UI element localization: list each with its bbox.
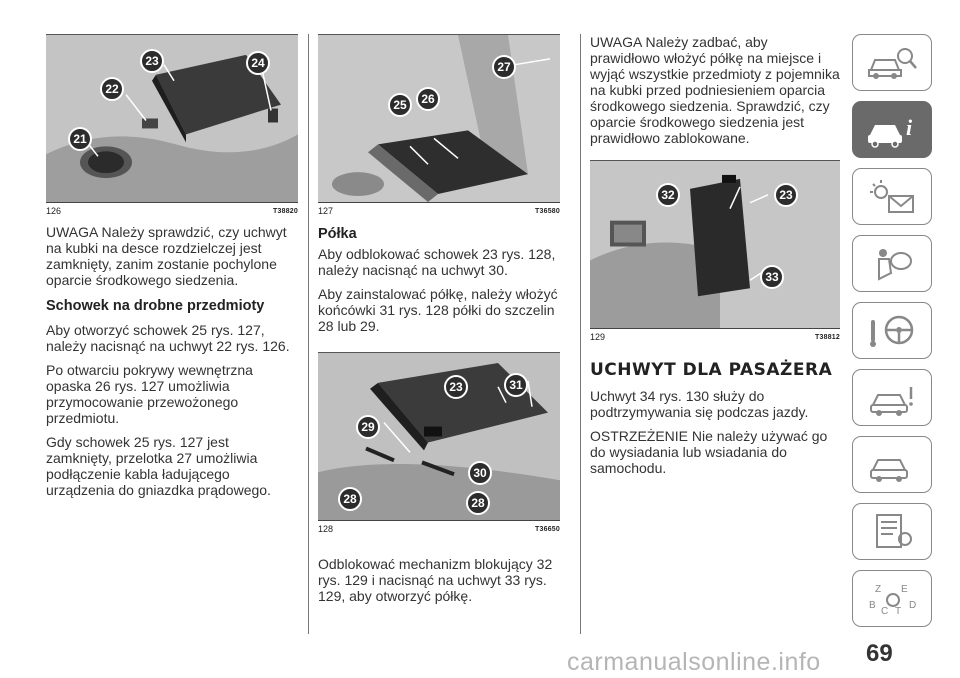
column-divider (308, 34, 309, 634)
figure-code: T38820 (273, 207, 298, 215)
figure-128-image (318, 352, 560, 520)
index-letter: T (895, 605, 902, 617)
note-paragraph: UWAGA Należy zadbać, aby prawidłowo włożyć półkę na miejsce i wyjąć wszystkie przedmioty z pojemnika na kubki przed podniesieniem oparcia środkowego siedzenia. Sprawdzić, czy oparcie środkowego siedzenia jest prawidłowo zablokowane. (590, 34, 840, 146)
car-search-icon (865, 44, 919, 82)
section-heading: Schowek na drobne przedmioty (46, 298, 265, 314)
tab-specifications[interactable] (852, 503, 932, 560)
tab-airbag[interactable] (852, 235, 932, 292)
callout-26: 26 (416, 87, 440, 111)
note-paragraph: UWAGA Należy sprawdzić, czy uchwyt na kubki na desce rozdzielczej jest zamknięty, zanim zostanie pochylone oparcie środkowego siedzenia. (46, 224, 287, 288)
column-1 (46, 34, 298, 498)
tab-warning-lights[interactable] (852, 168, 932, 225)
callout-32: 32 (656, 183, 680, 207)
body-paragraph: Aby otworzyć schowek 25 rys. 127, należy nacisnąć na uchwyt 22 rys. 126. (46, 322, 290, 354)
dashboard-shelf-illustration (590, 161, 840, 328)
body-paragraph: Gdy schowek 25 rys. 127 jest zamknięty, przelotka 27 umożliwia podłączenie kabla ładującego urządzenia do gniazdka prądowego. (46, 434, 271, 498)
callout-31: 31 (504, 373, 528, 397)
tab-car-search[interactable] (852, 34, 932, 91)
body-paragraph: Aby zainstalować półkę, należy włożyć końcówki 31 rys. 128 półki do szczelin 28 lub 29. (318, 286, 558, 334)
figure-caption (46, 202, 298, 216)
section-heading: Półka (318, 226, 357, 242)
callout-30: 30 (468, 461, 492, 485)
callout-23: 23 (140, 49, 164, 73)
column-divider (580, 34, 581, 634)
callout-28: 28 (338, 487, 362, 511)
column-2 (318, 34, 560, 604)
figure-number: 127 (318, 206, 334, 216)
callout-24: 24 (246, 51, 270, 75)
callout-21: 21 (68, 127, 92, 151)
index-letter: E (901, 583, 908, 595)
tab-car-info[interactable] (852, 101, 932, 158)
figure-129-image (590, 160, 840, 328)
tab-steering-wheel[interactable] (852, 302, 932, 359)
body-paragraph: Odblokować mechanizm blokujący 32 rys. 129 i nacisnąć na uchwyt 33 rys. 129, aby otworzyć półkę. (318, 556, 553, 604)
body-paragraph: Aby odblokować schowek 23 rys. 128, należy nacisnąć na uchwyt 30. (318, 246, 556, 278)
figure-code: T38812 (815, 333, 840, 341)
warning-lights-icon (865, 178, 919, 216)
callout-22: 22 (100, 77, 124, 101)
chapter-tabs (852, 34, 932, 637)
airbag-icon (865, 245, 919, 283)
figure-caption (318, 520, 560, 534)
alphabetical-index-icon (865, 580, 919, 618)
page-number: 69 (866, 640, 893, 667)
figure-127-image (318, 34, 560, 202)
figure-caption (318, 202, 560, 216)
index-letter: B (869, 599, 876, 611)
column-3 (590, 34, 840, 476)
callout-25: 25 (388, 93, 412, 117)
warning-paragraph: OSTRZEŻENIE Nie należy używać go do wysiadania lub wsiadania do samochodu. (590, 428, 828, 476)
figure-code: T36580 (535, 207, 560, 215)
figure-caption (590, 328, 840, 342)
car-info-icon (865, 111, 919, 149)
body-paragraph: Po otwarciu pokrywy wewnętrzna opaska 26 rys. 127 umożliwia przymocowanie przewożonego przedmiotu. (46, 362, 253, 426)
figure-number: 129 (590, 332, 606, 342)
callout-23: 23 (444, 375, 468, 399)
steering-wheel-icon (865, 312, 919, 350)
callout-27: 27 (492, 55, 516, 79)
storage-compartment-illustration (318, 35, 560, 202)
tab-car-breakdown[interactable] (852, 369, 932, 426)
car-breakdown-icon (865, 379, 919, 417)
car-service-icon (865, 446, 919, 484)
figure-126-image (46, 34, 298, 202)
tab-alphabetical-index[interactable] (852, 570, 932, 627)
callout-29: 29 (356, 415, 380, 439)
callout-23: 23 (774, 183, 798, 207)
figure-number: 126 (46, 206, 62, 216)
watermark-text: carmanualsonline.info (567, 648, 821, 676)
section-heading: UCHWYT DLA PASAŻERA (590, 360, 833, 380)
index-letter: C (881, 605, 889, 617)
index-letter: D (909, 599, 917, 611)
specifications-icon (865, 513, 919, 551)
svg-text:i: i (906, 114, 913, 140)
index-letter: Z (875, 583, 882, 595)
body-paragraph: Uchwyt 34 rys. 130 służy do podtrzymywania się podczas jazdy. (590, 388, 809, 420)
callout-33: 33 (760, 265, 784, 289)
figure-code: T36650 (535, 525, 560, 533)
callout-28: 28 (466, 491, 490, 515)
figure-number: 128 (318, 524, 334, 534)
tab-car-service[interactable] (852, 436, 932, 493)
